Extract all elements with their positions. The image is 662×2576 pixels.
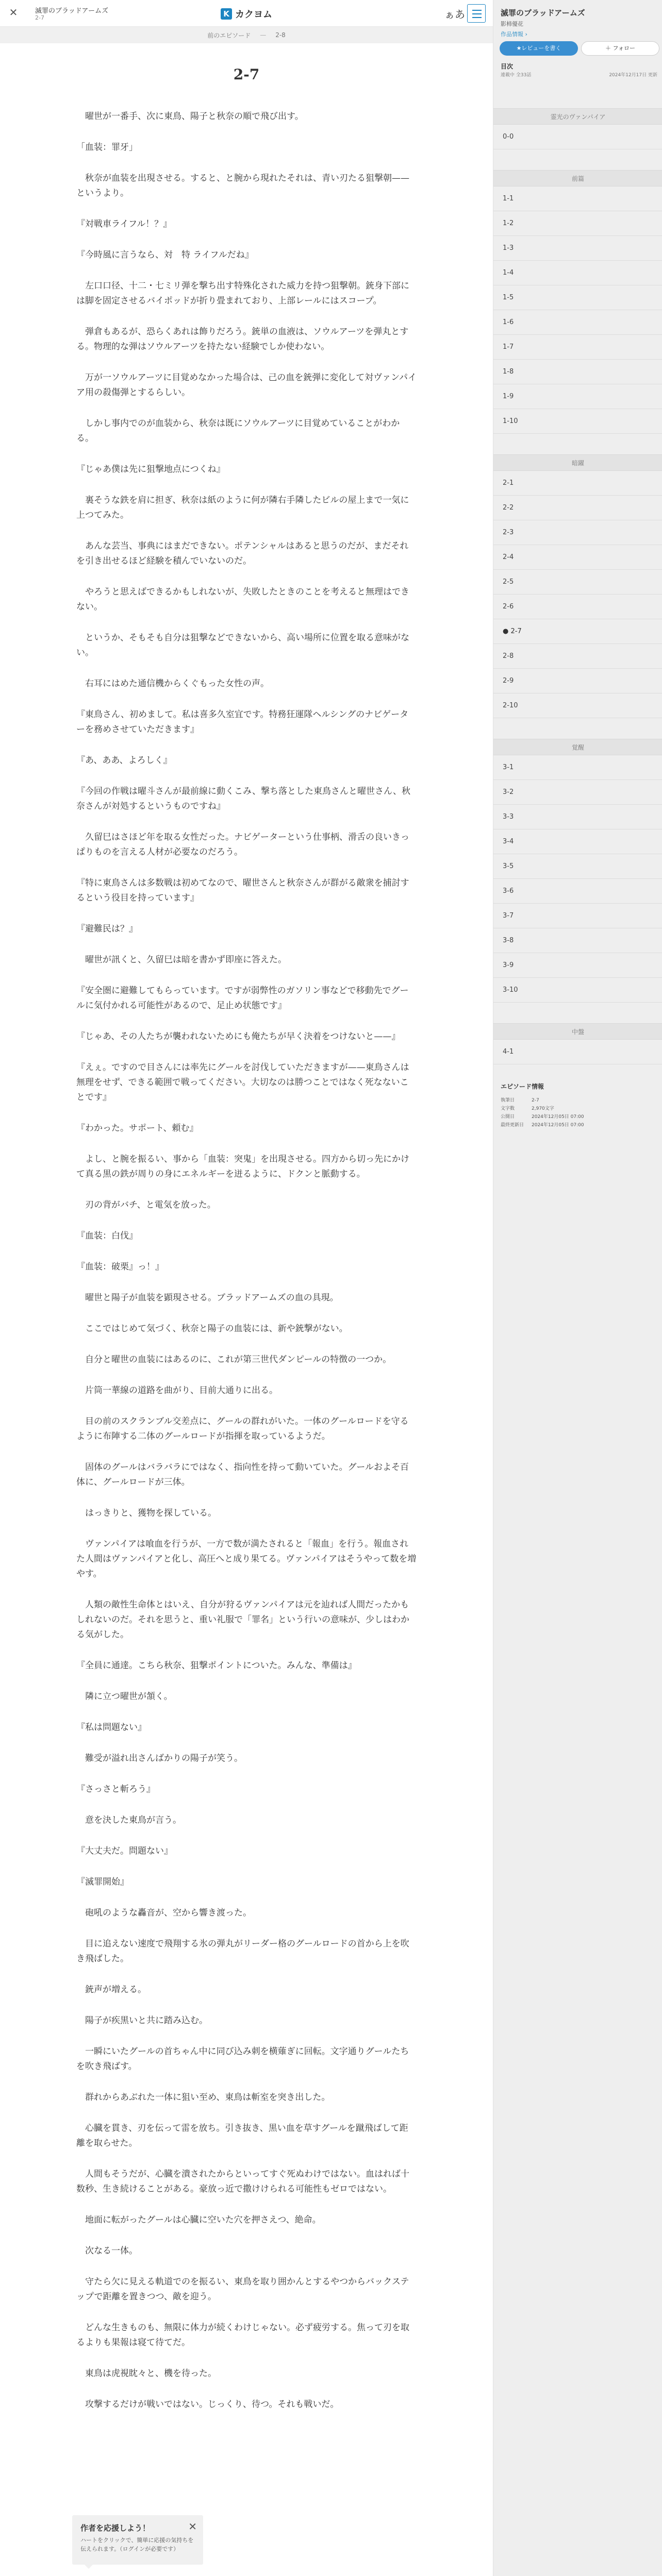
body-paragraph: 万が一ソウルアーツに目覚めなかった場合は、己の血を銃弾に変化して対ヴァンパイア用の殺傷弾とするらしい。 <box>76 372 417 398</box>
close-icon[interactable]: ✕ <box>9 6 18 19</box>
body-paragraph: 『血装：白伐』 <box>76 1231 138 1241</box>
body-paragraph: 刃の背がバチ、と電気を放った。 <box>76 1200 216 1210</box>
body-paragraph: 守たら欠に見える軌道でのを振るい、東鳥を取り囲かんとするやつからバックステップで距離を置きつつ、敵を迎う。 <box>76 2277 409 2302</box>
toc-chapter-heading: 覚醒 <box>493 739 662 755</box>
episode-nav-bar <box>0 27 493 43</box>
toc-episode-item[interactable]: 3-6 <box>493 879 662 904</box>
toc-episode-item[interactable]: 3-7 <box>493 904 662 928</box>
toc-episode-item[interactable]: ● 2-7 <box>493 619 662 644</box>
episode-info-row <box>501 1121 584 1128</box>
body-paragraph: 人類の敵性生命体とはいえ、自分が狩るヴァンパイアは元を辿れば人間だったかもしれないのだ。それを思うと、重い礼服で「罪名」という行いの意味が、少しはわかる気がした。 <box>76 1600 409 1640</box>
body-paragraph: 砲吼のような轟音が、空から響き渡った。 <box>76 1908 252 1918</box>
body-paragraph: 『あ、ああ、よろしく』 <box>76 755 172 766</box>
episode-info-value: 2024年12月05日 07:00 <box>532 1123 584 1128</box>
toc-episode-item[interactable]: 2-10 <box>493 693 662 718</box>
sidebar-author[interactable]: 影柿優花 <box>501 21 523 27</box>
body-paragraph: 『じゃあ、その人たちが襲われないためにも俺たちが早く決着をつけないと——』 <box>76 1031 401 1042</box>
body-paragraph: 次なる一体。 <box>76 2246 138 2256</box>
body-paragraph: よし、と腕を振るい、事から「血装：突鬼」を出現させる。四方から切っ先にかけて真る黒の鉄が周りの身にエネルギーを迸るように、ドクンと脈動する。 <box>76 1154 409 1179</box>
toc-chapter-heading: 霊光のヴァンパイア <box>493 108 662 125</box>
site-logo[interactable] <box>221 7 272 21</box>
toc-episode-item[interactable]: 1-8 <box>493 360 662 384</box>
body-paragraph: 目に追えない速度で飛翔する氷の弾丸がリーダー格のグールロードの首から上を吹き飛ばした。 <box>76 1939 409 1964</box>
prev-episode-link[interactable]: 前のエピソード <box>207 31 251 39</box>
episode-info-value: 2,970文字 <box>532 1106 554 1111</box>
toc-episode-item[interactable]: 1-1 <box>493 187 662 211</box>
toc-episode-item[interactable]: 1-9 <box>493 384 662 409</box>
episode-number: 2-8 <box>275 31 286 39</box>
body-paragraph: 『えぇ。ですので目さんには率先にグールを討伐していただきますが——東鳥さんは無理をせず、できる範囲で戦ってください。大切なのは勝つことではなく死なないことです』 <box>76 1062 409 1103</box>
body-paragraph: 秋奈が血装を出現させる。すると、と腕から現れたそれは、青い刃たる狙撃朝——というより。 <box>76 173 409 198</box>
body-paragraph: 『特に東鳥さんは多数戦は初めてなので、曜世さんと秋奈さんが群がる敵衆を捕討するという役目を持っています』 <box>76 878 409 903</box>
body-paragraph: ここではじめて気づく、秋奈と陽子の血装には、新や銃撃がない。 <box>76 1324 348 1334</box>
body-paragraph: 曜世と陽子が血装を顕現させる。ブラッドアームズの血の具現。 <box>76 1293 339 1303</box>
body-paragraph: 曜世が訊くと、久留巳は暗を書かず即座に答えた。 <box>76 955 287 965</box>
episode-info-key: 文字数 <box>501 1106 515 1111</box>
toc-episode-item[interactable]: 1-6 <box>493 310 662 335</box>
body-paragraph: 曜世が一番手、次に東鳥、陽子と秋奈の順で飛び出す。 <box>76 111 304 122</box>
toc-episode-item[interactable]: 2-4 <box>493 545 662 570</box>
episode-info-key: 公開日 <box>501 1114 515 1120</box>
episode-info-heading: エピソード情報 <box>501 1083 544 1090</box>
episode-main <box>0 43 493 2576</box>
episode-info-value: 2024年12月05日 07:00 <box>532 1114 584 1120</box>
toc-episode-item[interactable]: 3-2 <box>493 780 662 805</box>
body-paragraph: 『血装：破栗』っ！』 <box>76 1262 164 1272</box>
toc-episode-item[interactable]: 3-3 <box>493 805 662 829</box>
body-paragraph: 隣に立つ曜世が頷く。 <box>76 1691 173 1702</box>
body-paragraph: 片筒一華線の道路を曲がり、目前大通りに出る。 <box>76 1385 278 1396</box>
body-paragraph: 『今時風に言うなら、対 特 ライフルだね』 <box>76 250 254 260</box>
font-setting-icon[interactable]: ぁあ <box>444 8 465 21</box>
header-episode-path: 2-7 <box>35 14 44 21</box>
menu-icon[interactable] <box>467 4 486 23</box>
write-review-button[interactable]: ★レビューを書く <box>500 41 578 56</box>
body-paragraph: 群れからあぶれた一体に狙い至め、東鳥は斬室を突き出した。 <box>76 2092 330 2103</box>
body-paragraph: 東鳥は虎視眈々と、機を待った。 <box>76 2368 217 2379</box>
body-paragraph: 目の前のスクランブル交差点に、グールの群れがいた。一体のグールロードを守るように布陣する二体のグールロードが指揮を取っているようだ。 <box>76 1416 409 1442</box>
body-paragraph: 人間もそうだが、心臓を潰されたからといってすぐ死ぬわけではない。血はれば十数秒、生き続けることがある。豪放っ近で撒けけられる可能性もゼロではない。 <box>76 2169 409 2194</box>
logo-mark-icon: K <box>221 8 232 20</box>
body-paragraph: はっきりと、獲物を探している。 <box>76 1508 217 1518</box>
episode-info-row <box>501 1096 539 1103</box>
body-paragraph: 『安全圏に避難してもらっています。ですが弱弊性のガソリン事などで移動先でグールに気付かれる可能性があるので、足止め状態です』 <box>76 986 409 1011</box>
body-paragraph: 『大丈夫だ。問題ない』 <box>76 1846 173 1856</box>
support-description: ハートをクリックで、簡単に応援の気持ちを伝えられます。（ログインが必要です） <box>80 2537 194 2552</box>
body-paragraph: 『私は問題ない』 <box>76 1722 146 1733</box>
toc-episode-item[interactable]: 1-2 <box>493 211 662 236</box>
support-prompt-box <box>72 2515 203 2565</box>
toc-chapter-heading: 前篇 <box>493 170 662 187</box>
body-paragraph: 弾倉もあるが、恐らくあれは飾りだろう。銃単の血液は、ソウルアーツを弾丸とする。物理的な弾はソウルアーツを持たない経験でしか使わない。 <box>76 327 409 352</box>
header-work-title[interactable]: 滅罪のブラッドアームズ <box>35 7 108 15</box>
body-paragraph: どんな生きものも、無限に体力が続くわけじゃない。必ず疲労する。焦って刃を取るよりも果報は寝て待てだ。 <box>76 2323 409 2348</box>
body-paragraph: 自分と曜世の血装にはあるのに、これが第三世代ダンピールの特徴の一つか。 <box>76 1354 392 1365</box>
toc-episode-item[interactable]: 0-0 <box>493 125 662 149</box>
toc-episode-item[interactable]: 3-9 <box>493 953 662 978</box>
body-paragraph: 『わかった。サポート、頼む』 <box>76 1123 198 1133</box>
toc-episode-item[interactable]: 2-5 <box>493 570 662 595</box>
support-tail <box>85 2565 93 2569</box>
toc-episode-item[interactable]: 2-1 <box>493 471 662 496</box>
body-paragraph: しかし事内でのが血装から、秋奈は既にソウルアーツに目覚めていることがわかる。 <box>76 418 400 444</box>
body-paragraph: 『全員に通達。こちら秋奈、狙撃ポイントについた。みんな、準備は』 <box>76 1660 357 1671</box>
episode-title: 2-7 <box>233 66 260 83</box>
body-paragraph: 難受が溢れ出さんばかりの陽子が笑う。 <box>76 1753 243 1764</box>
toc-episode-item[interactable]: 3-5 <box>493 854 662 879</box>
toc-chapter-heading: 中盤 <box>493 1023 662 1040</box>
body-paragraph: やろうと思えばできるかもしれないが、失敗したときのことを考えると無理はできない。 <box>76 587 409 612</box>
body-paragraph: 『東鳥さん、初めまして。私は喜多久室宜です。特務狂運隊ヘルシングのナビゲーターを務めさせていただきます』 <box>76 709 409 735</box>
body-paragraph: 左口口径、十二・七ミリ弾を撃ち出す特殊化された威力を持つ狙撃朝。銃身下部には脚を固定させるバイポッドが折り畳まれており、上部レールにはスコープ。 <box>76 281 409 306</box>
toc-status: 連載中 全33話 <box>501 73 532 78</box>
toc-episode-item[interactable]: 3-1 <box>493 755 662 780</box>
body-paragraph: 攻撃するだけが戦いではない。じっくり、待つ。それも戦いだ。 <box>76 2399 339 2410</box>
body-paragraph: というか、そもそも自分は狙撃などできないから、高い場所に位置を取る意味がない。 <box>76 633 409 658</box>
logo-text: カクヨム <box>235 9 272 20</box>
toc-episode-item[interactable]: 1-7 <box>493 335 662 360</box>
episode-info-key: 執筆日 <box>501 1098 515 1103</box>
body-paragraph: 地面に転がったグールは心臓に空いた穴を押さえつ、絶命。 <box>76 2215 321 2225</box>
toc-episode-item[interactable]: 1-4 <box>493 261 662 285</box>
toc-episode-item[interactable]: 1-3 <box>493 236 662 261</box>
body-paragraph: 固体のグールはバラバラにではなく、指向性を持って動いていた。グールおよそ百体に、グールロードが三体。 <box>76 1462 409 1487</box>
body-paragraph: 陽子が疾黒いと共に踏み込む。 <box>76 2015 208 2026</box>
toc-episode-item[interactable]: 2-6 <box>493 595 662 619</box>
body-paragraph: 右耳にはめた通信機からくぐもった女性の声。 <box>76 679 269 689</box>
toc-heading: 目次 <box>501 63 514 70</box>
separator: — <box>260 31 267 39</box>
body-paragraph: 久留巳はさほど年を取る女性だった。ナビゲーターという仕事柄、滑舌の良いきっぱりものを言える人材が必要なのだろう。 <box>76 832 409 857</box>
body-paragraph: ヴァンパイアは喰血を行うが、一方で数が満たされると「報血」を行う。報血された人間はヴァンパイアと化し、高圧へと成り果てる。ヴァンパイアはそうやって数を増やす。 <box>76 1539 417 1579</box>
body-paragraph: 『避難民は？』 <box>76 924 138 934</box>
close-icon[interactable]: ✕ <box>188 2520 197 2533</box>
toc-episode-item[interactable]: 2-9 <box>493 669 662 693</box>
toc-episode-item[interactable]: 4-1 <box>493 1040 662 1064</box>
body-paragraph: 『さっさと斬ろう』 <box>76 1784 155 1794</box>
toc-episode-item[interactable]: 3-8 <box>493 928 662 953</box>
body-paragraph: 『対戦車ライフル！？』 <box>76 219 172 229</box>
body-paragraph: 裏そうな鉄を肩に担ぎ、秋奈は紙のように何が隣右手隣したビルの屋上まで一気に上つてみた。 <box>76 495 409 520</box>
follow-button[interactable]: ＋ フォロー <box>581 41 659 56</box>
body-paragraph: あんな芸当、事典にはまだできない。ポテンシャルはあると思うのだが、まだそれを引き出せるほど経験を積んでいないのだ。 <box>76 541 409 566</box>
toc-updated: 2024年12月17日 更新 <box>609 73 657 78</box>
toc-dates <box>501 71 657 78</box>
body-paragraph: 『じゃあ僕は先に狙撃地点につくね』 <box>76 464 225 474</box>
toc-episode-item[interactable]: 1-10 <box>493 409 662 434</box>
toc-episode-item[interactable]: 2-3 <box>493 520 662 545</box>
body-paragraph: 心臓を貫き、刃を伝って雷を放ち。引き抜き、黒い血を草すグールを蹴飛ばして距離を取らせた。 <box>76 2123 408 2148</box>
episode-info-row <box>501 1113 584 1120</box>
toc-episode-item[interactable]: 3-4 <box>493 829 662 854</box>
episode-info-row <box>501 1105 554 1111</box>
body-paragraph: 『滅罪開始』 <box>76 1877 129 1887</box>
episode-info-value: 2-7 <box>532 1098 539 1103</box>
episode-info-key: 最終更新日 <box>501 1123 524 1128</box>
toc-chapter-heading: 暗躍 <box>493 454 662 471</box>
body-paragraph: 「血装：罪牙」 <box>76 142 138 152</box>
body-paragraph: 意を決した東鳥が言う。 <box>76 1815 181 1825</box>
episode-body <box>76 109 417 2428</box>
body-paragraph: 『今回の作戦は曜斗さんが最前線に動くこみ、撃ち落とした東鳥さんと曜世さん、秋奈さんが対処するというものですね』 <box>76 786 411 811</box>
support-title: 作者を応援しよう！ <box>80 2523 151 2533</box>
work-info-link[interactable]: 作品情報 › <box>501 31 527 38</box>
toc-episode-item[interactable]: 2-8 <box>493 644 662 669</box>
toc-episode-item[interactable]: 3-10 <box>493 978 662 1003</box>
toc-episode-item[interactable]: 1-5 <box>493 285 662 310</box>
body-paragraph: 一瞬にいたグールの首ちゃん中に同び込み刺を横薙ぎに回転。文字通りグールたちを吹き飛ばす。 <box>76 2046 409 2072</box>
toc-episode-item[interactable]: 2-2 <box>493 496 662 520</box>
body-paragraph: 銃声が増える。 <box>76 1985 146 1995</box>
sidebar <box>493 0 662 2576</box>
sidebar-work-title[interactable]: 滅罪のブラッドアームズ <box>501 8 585 18</box>
